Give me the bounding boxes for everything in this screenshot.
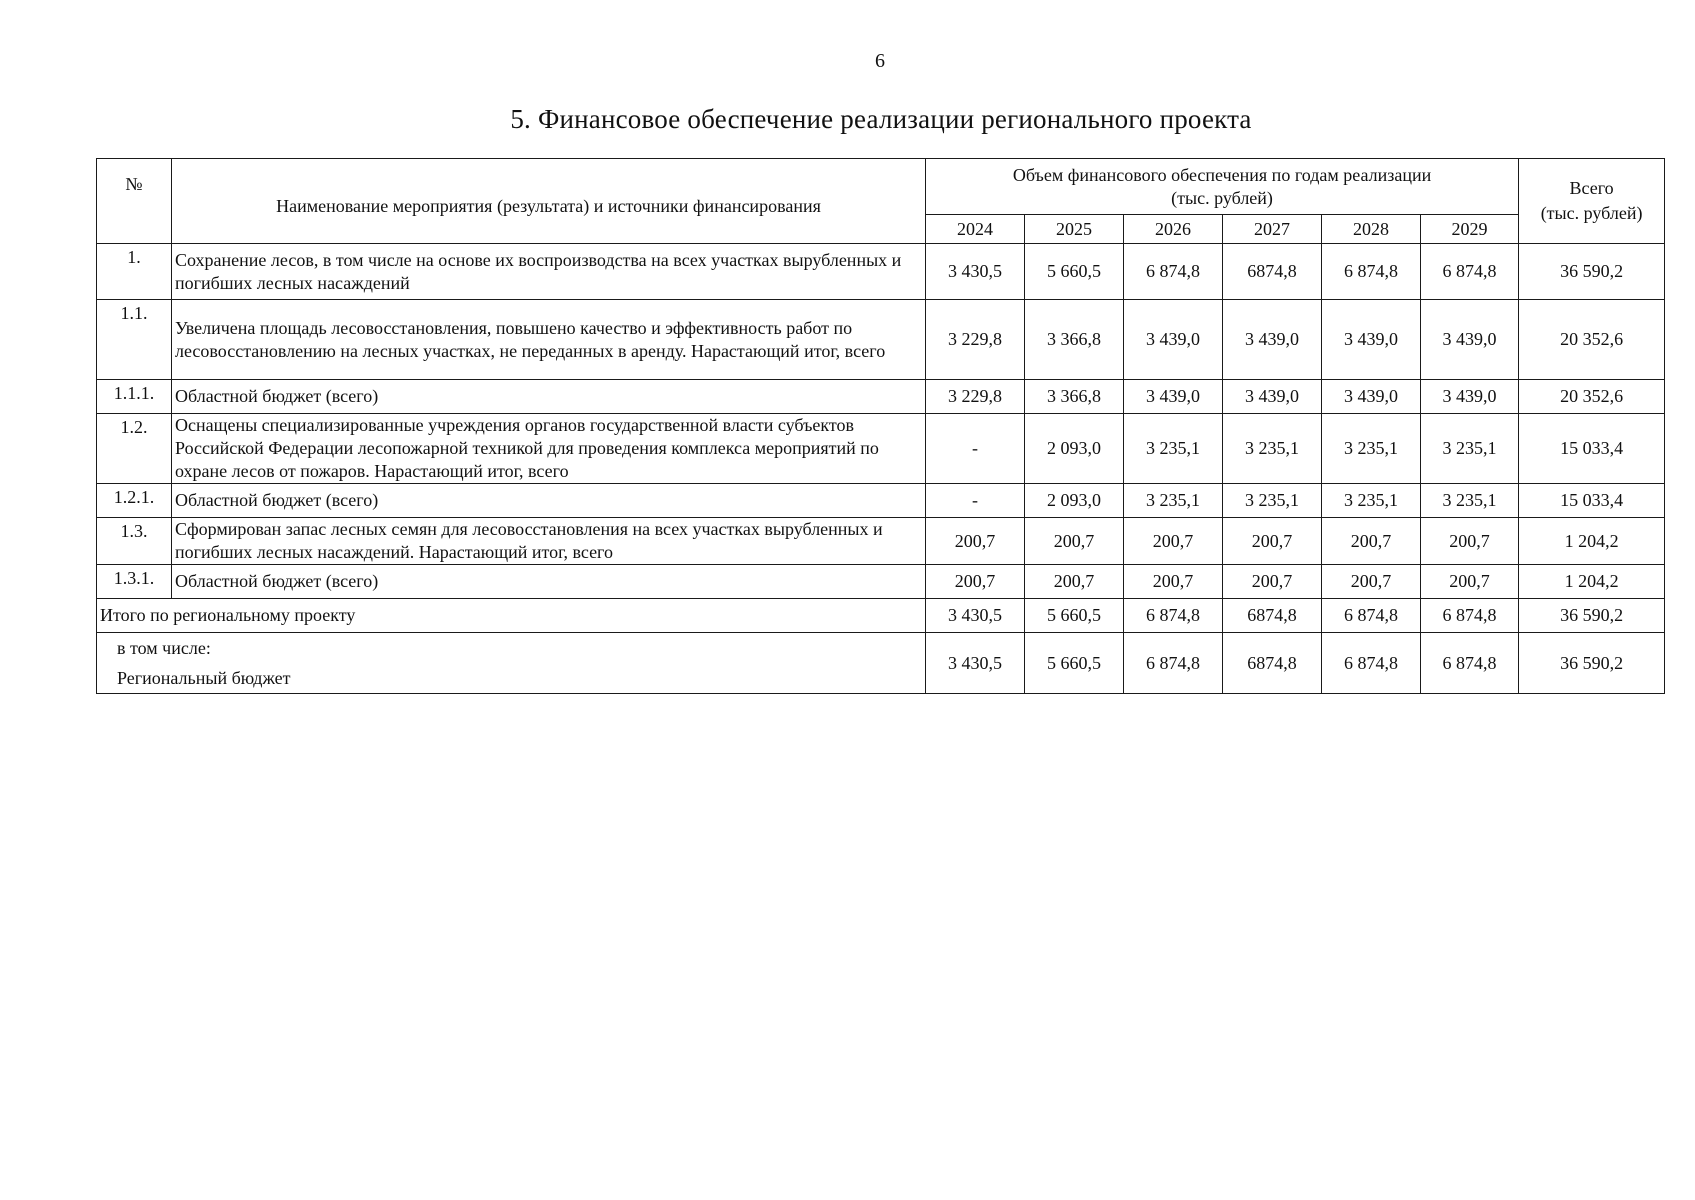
row-value: 3 366,8 <box>1025 380 1124 414</box>
table-row <box>97 300 1665 380</box>
row-value: 200,7 <box>1124 518 1223 565</box>
header-total-line1: Всего <box>1569 178 1614 198</box>
total-row-value: 3 430,5 <box>926 599 1025 633</box>
breakdown-row-value: 5 660,5 <box>1025 633 1124 694</box>
row-value: 3 229,8 <box>926 380 1025 414</box>
breakdown-row-value: 6 874,8 <box>1124 633 1223 694</box>
table-row <box>97 565 1665 599</box>
row-value: 3 439,0 <box>1322 300 1421 380</box>
row-value: 200,7 <box>1421 518 1519 565</box>
header-year: 2024 <box>926 215 1025 244</box>
header-volume <box>926 159 1519 215</box>
row-total: 15 033,4 <box>1519 414 1665 484</box>
breakdown-row-value: 6 874,8 <box>1421 633 1519 694</box>
table-row <box>97 414 1665 484</box>
row-value: 3 439,0 <box>1124 300 1223 380</box>
row-value: 3 439,0 <box>1223 380 1322 414</box>
table-total-row <box>97 599 1665 633</box>
row-name: Увеличена площадь лесовосстановления, повышено качество и эффективность работ по лесовосстановлению на лесных участках, не переданных в аренду. Нарастающий итог, всего <box>172 300 926 380</box>
table-breakdown-row <box>97 633 1665 694</box>
total-row-value: 6 874,8 <box>1322 599 1421 633</box>
row-number: 1.3.1. <box>97 565 172 599</box>
header-name: Наименование мероприятия (результата) и источники финансирования <box>172 159 926 244</box>
row-value: 200,7 <box>926 565 1025 599</box>
row-value: 6 874,8 <box>1124 244 1223 300</box>
row-number: 1.2.1. <box>97 484 172 518</box>
row-name: Сохранение лесов, в том числе на основе их воспроизводства на всех участках вырубленных и погибших лесных насаждений <box>172 244 926 300</box>
breakdown-row-total: 36 590,2 <box>1519 633 1665 694</box>
row-value: 3 439,0 <box>1223 300 1322 380</box>
table-row <box>97 518 1665 565</box>
header-year: 2027 <box>1223 215 1322 244</box>
total-row-value: 6 874,8 <box>1421 599 1519 633</box>
row-value: 3 235,1 <box>1124 414 1223 484</box>
row-value: - <box>926 484 1025 518</box>
row-value: 3 235,1 <box>1421 484 1519 518</box>
row-value: 3 439,0 <box>1322 380 1421 414</box>
table-header-row <box>97 159 1665 215</box>
breakdown-intro: в том числе: <box>117 638 211 658</box>
row-name: Областной бюджет (всего) <box>172 484 926 518</box>
page-number: 6 <box>875 50 885 72</box>
row-value: 3 439,0 <box>1421 300 1519 380</box>
header-total-line2: (тыс. рублей) <box>1540 203 1643 223</box>
row-total: 36 590,2 <box>1519 244 1665 300</box>
row-value: - <box>926 414 1025 484</box>
row-value: 3 430,5 <box>926 244 1025 300</box>
header-year: 2025 <box>1025 215 1124 244</box>
table-row <box>97 244 1665 300</box>
row-value: 200,7 <box>1223 565 1322 599</box>
row-number: 1.3. <box>97 518 172 565</box>
row-value: 3 229,8 <box>926 300 1025 380</box>
row-name: Оснащены специализированные учреждения органов государственной власти субъектов Российской Федерации лесопожарной техникой для проведения комплекса мероприятий по охране лесов от пожаров. Нарастающий итог, всего <box>172 414 926 484</box>
row-value: 3 235,1 <box>1421 414 1519 484</box>
row-total: 1 204,2 <box>1519 565 1665 599</box>
row-value: 200,7 <box>1025 565 1124 599</box>
row-name: Областной бюджет (всего) <box>172 565 926 599</box>
row-value: 3 235,1 <box>1124 484 1223 518</box>
row-total: 20 352,6 <box>1519 380 1665 414</box>
financing-table <box>96 158 1665 694</box>
row-value: 6 874,8 <box>1421 244 1519 300</box>
header-year: 2026 <box>1124 215 1223 244</box>
row-total: 1 204,2 <box>1519 518 1665 565</box>
header-volume-line2: (тыс. рублей) <box>1171 187 1273 208</box>
header-year: 2029 <box>1421 215 1519 244</box>
row-total: 15 033,4 <box>1519 484 1665 518</box>
row-value: 3 439,0 <box>1421 380 1519 414</box>
row-value: 6 874,8 <box>1322 244 1421 300</box>
row-value: 3 439,0 <box>1124 380 1223 414</box>
row-value: 200,7 <box>926 518 1025 565</box>
row-value: 2 093,0 <box>1025 414 1124 484</box>
header-volume-line1: Объем финансового обеспечения по годам реализации <box>1012 164 1432 185</box>
row-value: 3 235,1 <box>1223 414 1322 484</box>
row-value: 6874,8 <box>1223 244 1322 300</box>
header-year: 2028 <box>1322 215 1421 244</box>
row-number: 1.1. <box>97 300 172 380</box>
total-row-value: 6 874,8 <box>1124 599 1223 633</box>
table-row <box>97 380 1665 414</box>
row-value: 200,7 <box>1025 518 1124 565</box>
row-total: 20 352,6 <box>1519 300 1665 380</box>
header-number: № <box>97 159 172 244</box>
row-name: Сформирован запас лесных семян для лесовосстановления на всех участках вырубленных и погибших лесных насаждений. Нарастающий итог, всего <box>172 518 926 565</box>
table-row <box>97 484 1665 518</box>
row-value: 200,7 <box>1322 518 1421 565</box>
row-value: 3 235,1 <box>1322 484 1421 518</box>
row-value: 200,7 <box>1124 565 1223 599</box>
header-total <box>1519 159 1665 244</box>
section-title: 5. Финансовое обеспечение реализации регионального проекта <box>510 104 1252 134</box>
breakdown-row-value: 6 874,8 <box>1322 633 1421 694</box>
row-value: 2 093,0 <box>1025 484 1124 518</box>
row-value: 200,7 <box>1223 518 1322 565</box>
breakdown-row-label <box>97 633 926 694</box>
row-name: Областной бюджет (всего) <box>172 380 926 414</box>
row-value: 200,7 <box>1322 565 1421 599</box>
row-number: 1.2. <box>97 414 172 484</box>
total-row-value: 6874,8 <box>1223 599 1322 633</box>
total-row-label: Итого по региональному проекту <box>97 599 926 633</box>
row-number: 1. <box>97 244 172 300</box>
breakdown-source: Региональный бюджет <box>117 668 291 688</box>
total-row-total: 36 590,2 <box>1519 599 1665 633</box>
row-number: 1.1.1. <box>97 380 172 414</box>
row-value: 3 366,8 <box>1025 300 1124 380</box>
row-value: 3 235,1 <box>1223 484 1322 518</box>
row-value: 3 235,1 <box>1322 414 1421 484</box>
total-row-value: 5 660,5 <box>1025 599 1124 633</box>
breakdown-row-value: 3 430,5 <box>926 633 1025 694</box>
row-value: 5 660,5 <box>1025 244 1124 300</box>
breakdown-row-value: 6874,8 <box>1223 633 1322 694</box>
row-value: 200,7 <box>1421 565 1519 599</box>
